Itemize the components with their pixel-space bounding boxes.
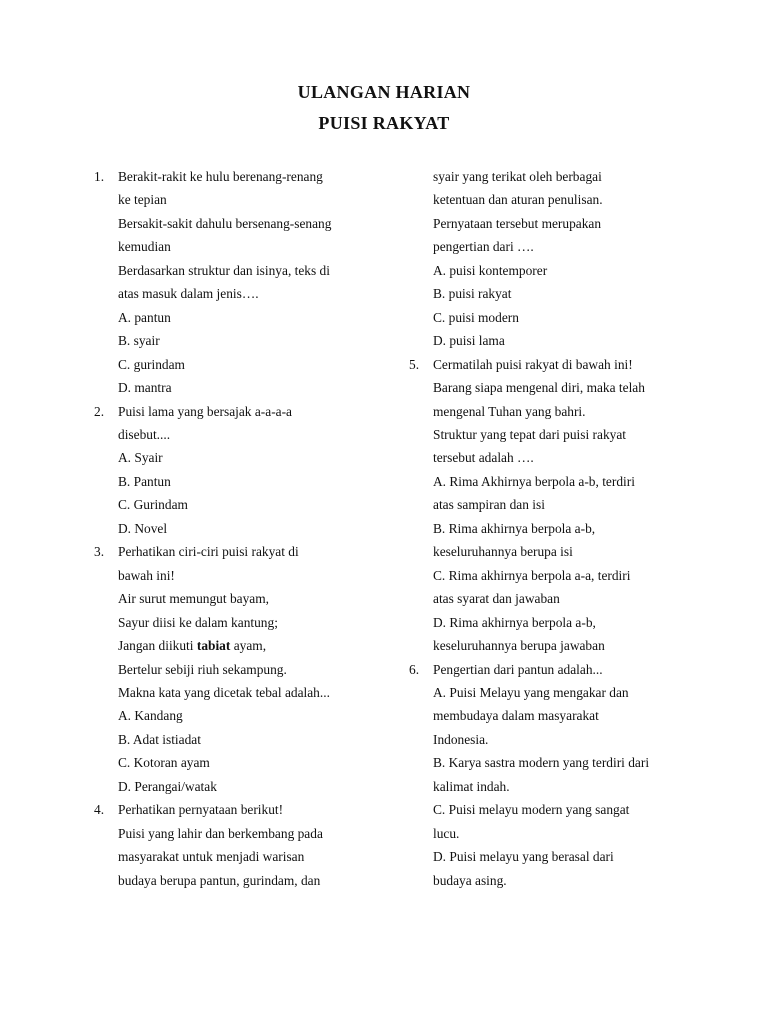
answer-option: membudaya dalam masyarakat — [433, 708, 599, 724]
poem-line: mengenal Tuhan yang bahri. — [433, 403, 586, 419]
question-line: Pernyataan tersebut merupakan — [433, 215, 602, 231]
answer-option: budaya asing. — [433, 872, 507, 888]
question-1 — [94, 165, 394, 400]
answer-option: D. Perangai/watak — [118, 778, 217, 794]
poem-line: Barang siapa mengenal diri, maka telah — [433, 380, 645, 396]
question-line: budaya berupa pantun, gurindam, dan — [118, 872, 321, 888]
question-line: atas masuk dalam jenis…. — [118, 286, 259, 302]
answer-option: D. Puisi melayu yang berasal dari — [433, 849, 614, 865]
question-number: 1. — [94, 169, 105, 184]
answer-option: C. Kotoran ayam — [118, 755, 210, 771]
answer-option: D. Rima akhirnya berpola a-b, — [433, 614, 596, 630]
question-line: ketentuan dan aturan penulisan. — [433, 192, 603, 208]
answer-option: keseluruhannya berupa isi — [433, 544, 573, 560]
question-line: ke tepian — [118, 192, 167, 208]
question-5 — [409, 353, 699, 658]
answer-option: D. Novel — [118, 520, 168, 536]
answer-option: Indonesia. — [433, 731, 489, 747]
answer-option: C. Puisi melayu modern yang sangat — [433, 802, 630, 818]
answer-option: A. Syair — [118, 450, 163, 466]
question-line: pengertian dari …. — [433, 239, 534, 255]
poem-line: Bertelur sebiji riuh sekampung. — [118, 661, 287, 677]
question-line: bawah ini! — [118, 567, 175, 583]
poem-line-end: ayam, — [230, 638, 267, 654]
answer-option: B. puisi rakyat — [433, 286, 512, 302]
question-line: Perhatikan ciri-ciri puisi rakyat di — [118, 544, 299, 560]
question-line: Puisi lama yang bersajak a-a-a-a — [118, 403, 292, 419]
question-number: 3. — [94, 544, 105, 560]
answer-option: C. gurindam — [118, 356, 185, 372]
answer-option: C. puisi modern — [433, 309, 519, 325]
poem-line-start: Jangan diikuti — [118, 638, 197, 654]
answer-option: A. puisi kontemporer — [433, 262, 548, 278]
question-4-continued — [409, 165, 699, 353]
left-column — [94, 165, 394, 892]
answer-option: lucu. — [433, 825, 460, 841]
answer-option: atas syarat dan jawaban — [433, 591, 560, 607]
answer-option: A. Kandang — [118, 708, 183, 724]
question-line: Puisi yang lahir dan berkembang pada — [118, 825, 323, 841]
answer-option: B. syair — [118, 333, 160, 349]
poem-line — [118, 634, 394, 657]
answer-option: B. Karya sastra modern yang terdiri dari — [433, 755, 650, 771]
question-number: 6. — [409, 661, 420, 677]
question-line: kemudian — [118, 239, 171, 255]
question-2 — [94, 400, 394, 541]
question-line: Bersakit-sakit dahulu bersenang-senang — [118, 215, 332, 231]
answer-option: C. Gurindam — [118, 497, 188, 513]
question-line: Pengertian dari pantun adalah... — [433, 661, 603, 677]
page-subtitle: PUISI RAKYAT — [318, 113, 450, 133]
answer-option: B. Rima akhirnya berpola a-b, — [433, 520, 596, 536]
question-4 — [94, 798, 394, 892]
answer-option: A. Puisi Melayu yang mengakar dan — [433, 684, 629, 700]
answer-option: B. Pantun — [118, 473, 171, 489]
question-line: masyarakat untuk menjadi warisan — [118, 849, 305, 865]
question-line: Cermatilah puisi rakyat di bawah ini! — [433, 356, 633, 372]
question-line: syair yang terikat oleh berbagai — [433, 169, 602, 184]
right-column — [409, 165, 699, 892]
page-title: ULANGAN HARIAN — [297, 82, 471, 102]
answer-option: C. Rima akhirnya berpola a-a, terdiri — [433, 567, 631, 583]
question-6 — [409, 658, 699, 893]
answer-option: D. puisi lama — [433, 333, 505, 349]
answer-option: A. pantun — [118, 309, 171, 325]
question-line: Struktur yang tepat dari puisi rakyat — [433, 426, 627, 442]
question-line: Makna kata yang dicetak tebal adalah... — [118, 684, 330, 700]
answer-option: keseluruhannya berupa jawaban — [433, 638, 605, 654]
question-number: 4. — [94, 802, 105, 818]
answer-option: A. Rima Akhirnya berpola a-b, terdiri — [433, 473, 635, 489]
poem-line: Air surut memungut bayam, — [118, 591, 269, 607]
question-line: Berakit-rakit ke hulu berenang-renang — [118, 169, 323, 184]
bold-word: tabiat — [196, 638, 231, 654]
question-number: 2. — [94, 403, 105, 419]
question-line: disebut.... — [118, 426, 171, 442]
answer-option: kalimat indah. — [433, 778, 510, 794]
question-number: 5. — [409, 356, 420, 372]
question-3 — [94, 540, 394, 798]
answer-option: atas sampiran dan isi — [433, 497, 545, 513]
question-line: Berdasarkan struktur dan isinya, teks di — [118, 262, 330, 278]
question-line: tersebut adalah …. — [433, 450, 534, 466]
answer-option: B. Adat istiadat — [118, 731, 201, 747]
question-line: Perhatikan pernyataan berikut! — [118, 802, 284, 818]
answer-option: D. mantra — [118, 380, 172, 396]
poem-line: Sayur diisi ke dalam kantung; — [118, 614, 278, 630]
